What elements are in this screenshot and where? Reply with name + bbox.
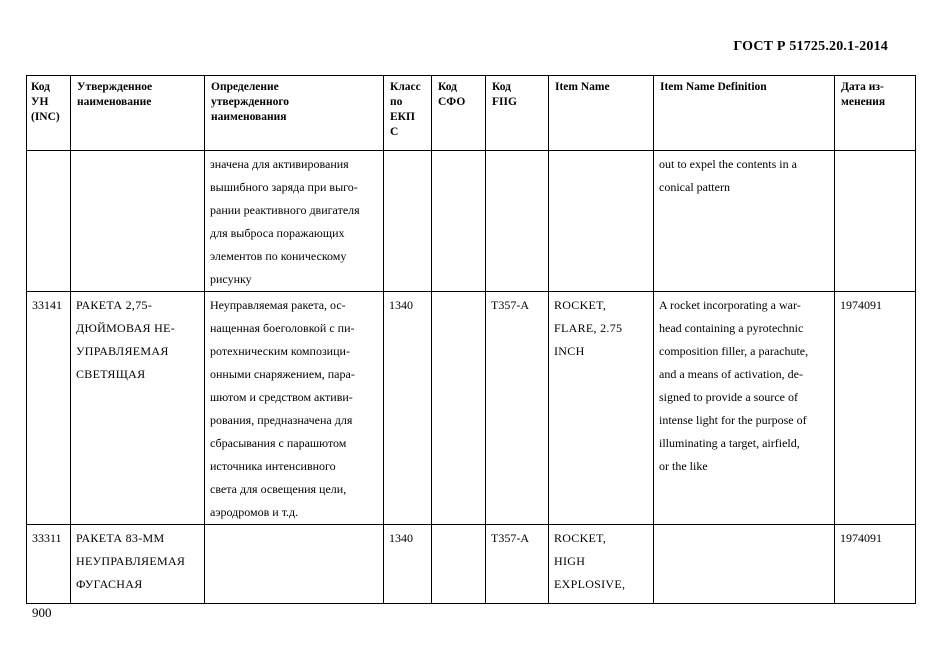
cell-definition: значена для активирования вышибного заряда при выго- рании реактивного двигателя для выброса поражающих элементов по коническому рисунку bbox=[205, 151, 384, 292]
cell-item-name-definition: A rocket incorporating a war- head containing a pyrotechnic composition filler, a parachute, and a means of activation, de- signed to provide a source of intense light for the purpose of illuminating a target, airfield, or the like bbox=[654, 292, 835, 525]
cell-inc bbox=[27, 151, 71, 292]
cell-item-name: ROCKET, FLARE, 2.75 INCH bbox=[549, 292, 654, 525]
header-change-date: Дата из- менения bbox=[835, 76, 916, 151]
cell-fiig: T357-A bbox=[486, 292, 549, 525]
cell-item-name-definition bbox=[654, 525, 835, 604]
cell-inc: 33141 bbox=[27, 292, 71, 525]
cell-approved-name: РАКЕТА 83-ММ НЕУПРАВЛЯЕМАЯ ФУГАСНАЯ bbox=[71, 525, 205, 604]
cell-definition: Неуправляемая ракета, ос- нащенная боеголовкой с пи- ротехническим композици- онными снаряжением, пара- шютом и средством активи- рования, предназначена для сбрасывания с парашютом источника интенсивного света для освещения цели, аэродромов и т.д. bbox=[205, 292, 384, 525]
header-sfo: Код СФО bbox=[432, 76, 486, 151]
cell-approved-name: РАКЕТА 2,75- ДЮЙМОВАЯ НЕ- УПРАВЛЯЕМАЯ СВЕТЯЩАЯ bbox=[71, 292, 205, 525]
header-definition: Определение утвержденного наименования bbox=[205, 76, 384, 151]
cell-item-name-definition: out to expel the contents in a conical pattern bbox=[654, 151, 835, 292]
table-row bbox=[27, 525, 916, 604]
cell-change-date: 1974091 bbox=[835, 292, 916, 525]
header-item-name: Item Name bbox=[549, 76, 654, 151]
cell-approved-name bbox=[71, 151, 205, 292]
cell-change-date bbox=[835, 151, 916, 292]
table-row bbox=[27, 292, 916, 525]
document-standard-code: ГОСТ Р 51725.20.1-2014 bbox=[733, 39, 888, 54]
header-inc: Код УН (INC) bbox=[27, 76, 71, 151]
cell-sfo bbox=[432, 525, 486, 604]
table-header-row bbox=[27, 76, 916, 151]
header-approved-name: Утвержденное наименование bbox=[71, 76, 205, 151]
cell-class: 1340 bbox=[384, 292, 432, 525]
cell-sfo bbox=[432, 292, 486, 525]
cell-item-name bbox=[549, 151, 654, 292]
cell-class bbox=[384, 151, 432, 292]
cell-definition bbox=[205, 525, 384, 604]
header-class: Класс по ЕКП С bbox=[384, 76, 432, 151]
header-fiig: Код FIIG bbox=[486, 76, 549, 151]
cell-change-date: 1974091 bbox=[835, 525, 916, 604]
cell-fiig bbox=[486, 151, 549, 292]
cell-inc: 33311 bbox=[27, 525, 71, 604]
cell-item-name: ROCKET, HIGH EXPLOSIVE, bbox=[549, 525, 654, 604]
cell-class: 1340 bbox=[384, 525, 432, 604]
header-item-name-definition: Item Name Definition bbox=[654, 76, 835, 151]
page-number: 900 bbox=[32, 605, 52, 620]
cell-fiig: T357-A bbox=[486, 525, 549, 604]
cell-sfo bbox=[432, 151, 486, 292]
nomenclature-table bbox=[26, 75, 916, 604]
table-row bbox=[27, 151, 916, 292]
